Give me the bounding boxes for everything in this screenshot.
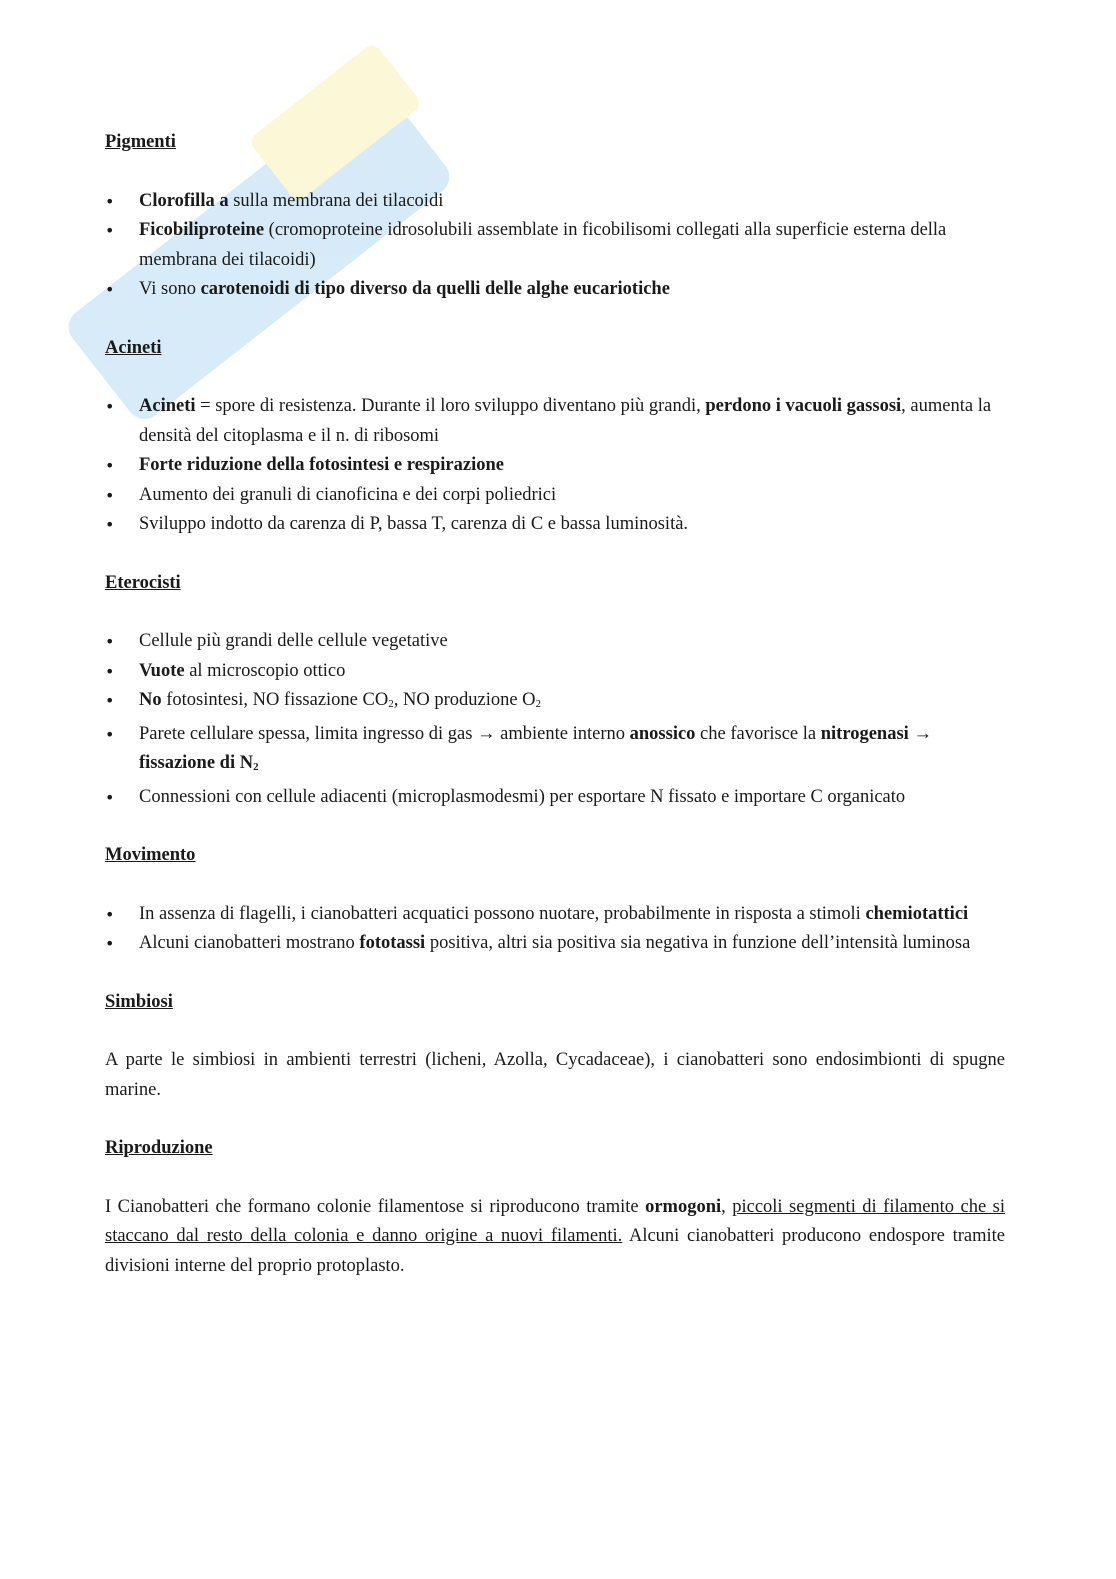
list-item: • Vuote al microscopio ottico [105, 657, 1005, 687]
document-page [105, 128, 1005, 1281]
section-title-riproduzione: Riproduzione [105, 1138, 213, 1158]
section-title-eterocisti: Eterocisti [105, 572, 181, 593]
pigmenti-list [105, 187, 1005, 305]
eterocisti-list [105, 627, 1005, 812]
acineti-list [105, 392, 1005, 540]
list-item: • Forte riduzione della fotosintesi e respirazione [105, 451, 1005, 481]
list-item: • In assenza di flagelli, i cianobatteri acquatici possono nuotare, probabilmente in risposta a stimoli chemiotattici [105, 900, 1005, 930]
section-title-simbiosi: Simbiosi [105, 991, 173, 1012]
list-item: • No fotosintesi, NO fissazione $CO_2$, NO produzione $O_2$ [105, 686, 1005, 720]
list-item: • Sviluppo indotto da carenza di P, bassa T, carenza di C e bassa luminosità. [105, 510, 1005, 540]
list-item: • Parete cellulare spessa, limita ingresso di gas → ambiente interno anossico che favorisce la nitrogenasi → fissazione di $N_2$ [105, 720, 1005, 783]
list-item: • Connessioni con cellule adiacenti (microplasmodesmi) per esportare N fissato e importare C organicato [105, 783, 1005, 813]
list-item: • Clorofilla a sulla membrana dei tilacoidi [105, 187, 1005, 217]
movimento-list [105, 900, 1005, 959]
list-item: • Vi sono carotenoidi di tipo diverso da quelli delle alghe eucariotiche [105, 275, 1005, 305]
list-item: • Ficobiliproteine (cromoproteine idrosolubili assemblate in ficobilisomi collegati alla superficie esterna della membrana dei tilacoidi) [105, 216, 1005, 275]
riproduzione-paragraph: I Cianobatteri che formano colonie filamentose si riproducono tramite ormogoni, piccoli segmenti di filamento che si staccano dal resto della colonia e danno origine a nuovi filamenti. Alcuni cianobatteri producono endospore tramite divisioni interne del proprio protoplasto. [105, 1196, 1006, 1276]
section-title-pigmenti: Pigmenti [105, 132, 176, 152]
list-item: • Cellule più grandi delle cellule vegetative [105, 627, 1005, 657]
list-item: • Alcuni cianobatteri mostrano fototassi positiva, altri sia positiva sia negativa in funzione dell’intensità luminosa [105, 929, 1005, 959]
section-title-movimento: Movimento [105, 845, 196, 865]
simbiosi-paragraph: A parte le simbiosi in ambienti terrestri (licheni, Azolla, Cycadaceae), i cianobatteri sono endosimbionti di spugne marine. [105, 1050, 1005, 1100]
list-item: • Aumento dei granuli di cianoficina e dei corpi poliedrici [105, 481, 1005, 511]
section-title-acineti: Acineti [105, 337, 162, 358]
list-item: • Acineti = spore di resistenza. Durante il loro sviluppo diventano più grandi, perdono i vacuoli gassosi, aumenta la densità del citoplasma e il n. di ribosomi [105, 392, 1005, 451]
